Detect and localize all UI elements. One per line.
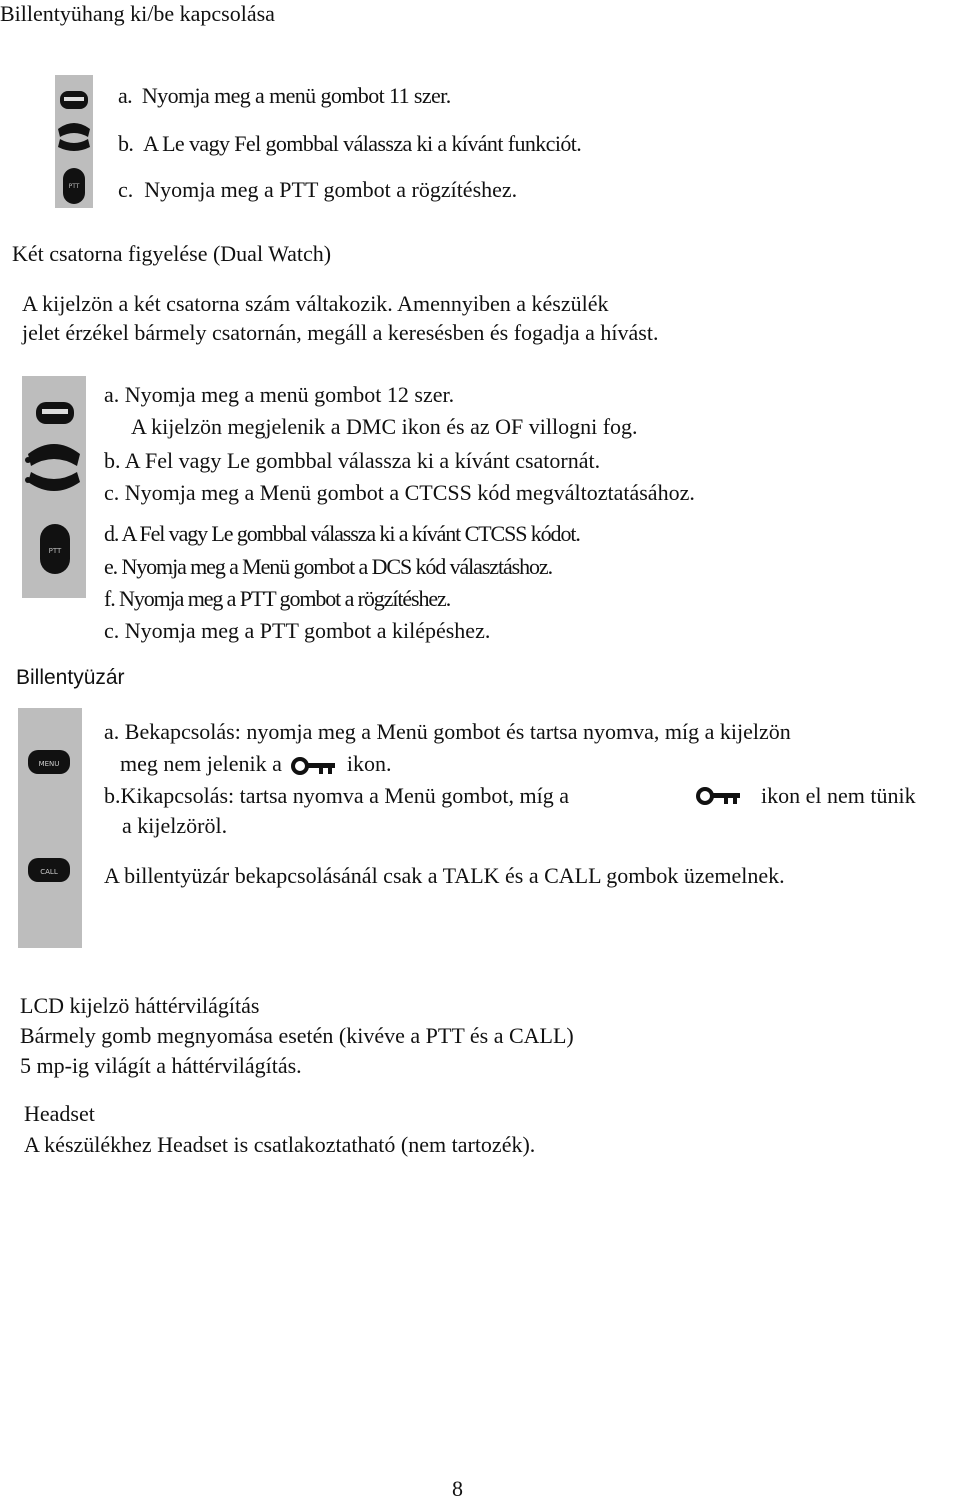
key-icon bbox=[291, 756, 337, 776]
section-title-backlight: LCD kijelzö háttérvilágítás bbox=[20, 993, 260, 1018]
s2-step-f: f. Nyomja meg a PTT gombot a rögzítéshez. bbox=[104, 586, 451, 611]
headset-line1: A készülékhez Headset is csatlakoztatható (nem tartozék). bbox=[24, 1132, 536, 1157]
keylock-note: A billentyüzár bekapcsolásánál csak a TALK és a CALL gombok üzemelnek. bbox=[104, 863, 785, 888]
ptt-key-label: PTT bbox=[48, 547, 62, 555]
menu-key-label: MENU bbox=[38, 760, 60, 768]
keylock-buttons-illustration bbox=[18, 708, 82, 948]
s2-step-a-note: A kijelzön megjelenik a DMC ikon és az OF villogni fog. bbox=[131, 414, 638, 439]
dual-watch-intro-2: jelet érzékel bármely csatornán, megáll a keresésben és fogadja a hívást. bbox=[22, 320, 659, 345]
s2-step-e: e. Nyomja meg a Menü gombot a DCS kód választáshoz. bbox=[104, 554, 552, 579]
s1-step-c: c. Nyomja meg a PTT gombot a rögzítéshez. bbox=[118, 177, 518, 202]
keylock-on-line2: meg nem jelenik a ikon. bbox=[120, 751, 392, 776]
call-key-label: CALL bbox=[40, 868, 58, 876]
s2-step-a: a. Nyomja meg a menü gombot 12 szer. bbox=[104, 382, 455, 407]
buttons-icon bbox=[55, 75, 93, 208]
backlight-line1: Bármely gomb megnyomása esetén (kivéve a PTT és a CALL) bbox=[20, 1023, 574, 1048]
key-buttons-illustration-2 bbox=[22, 376, 86, 598]
s2-step-exit: c. Nyomja meg a PTT gombot a kilépéshez. bbox=[104, 618, 491, 643]
section-title-key-beep: Billentyühang ki/be kapcsolása bbox=[0, 1, 275, 26]
keylock-on-line1: a. Bekapcsolás: nyomja meg a Menü gombot és tartsa nyomva, míg a kijelzön bbox=[104, 719, 791, 744]
s2-step-b: b. A Fel vagy Le gombbal válassza ki a kívánt csatornát. bbox=[104, 448, 601, 473]
keylock-off-line1-pre: b.Kikapcsolás: tartsa nyomva a Menü gombot, míg a bbox=[104, 783, 569, 808]
section-title-headset: Headset bbox=[24, 1101, 95, 1126]
buttons-icon bbox=[18, 708, 82, 948]
dual-watch-intro-1: A kijelzön a két csatorna szám váltakozik. Amennyiben a készülék bbox=[22, 291, 609, 316]
keylock-off-line2: a kijelzöröl. bbox=[122, 813, 228, 838]
s1-step-a: a. Nyomja meg a menü gombot 11 szer. bbox=[118, 83, 451, 108]
section-title-keylock: Billentyüzár bbox=[16, 666, 125, 689]
s2-step-d: d. A Fel vagy Le gombbal válassza ki a kívánt CTCSS kódot. bbox=[104, 521, 580, 546]
buttons-icon bbox=[22, 376, 86, 598]
s2-step-c: c. Nyomja meg a Menü gombot a CTCSS kód megváltoztatásához. bbox=[104, 480, 695, 505]
key-icon bbox=[696, 786, 742, 806]
section-title-dual-watch: Két csatorna figyelése (Dual Watch) bbox=[12, 241, 332, 266]
keylock-off-line1-post: ikon el nem tünik bbox=[761, 783, 916, 808]
s1-step-b: b. A Le vagy Fel gombbal válassza ki a kívánt funkciót. bbox=[118, 131, 582, 156]
backlight-line2: 5 mp-ig világít a háttérvilágítás. bbox=[20, 1053, 302, 1078]
ptt-key-label: PTT bbox=[68, 183, 80, 190]
page-number: 8 bbox=[452, 1476, 463, 1501]
key-buttons-illustration bbox=[55, 75, 93, 208]
